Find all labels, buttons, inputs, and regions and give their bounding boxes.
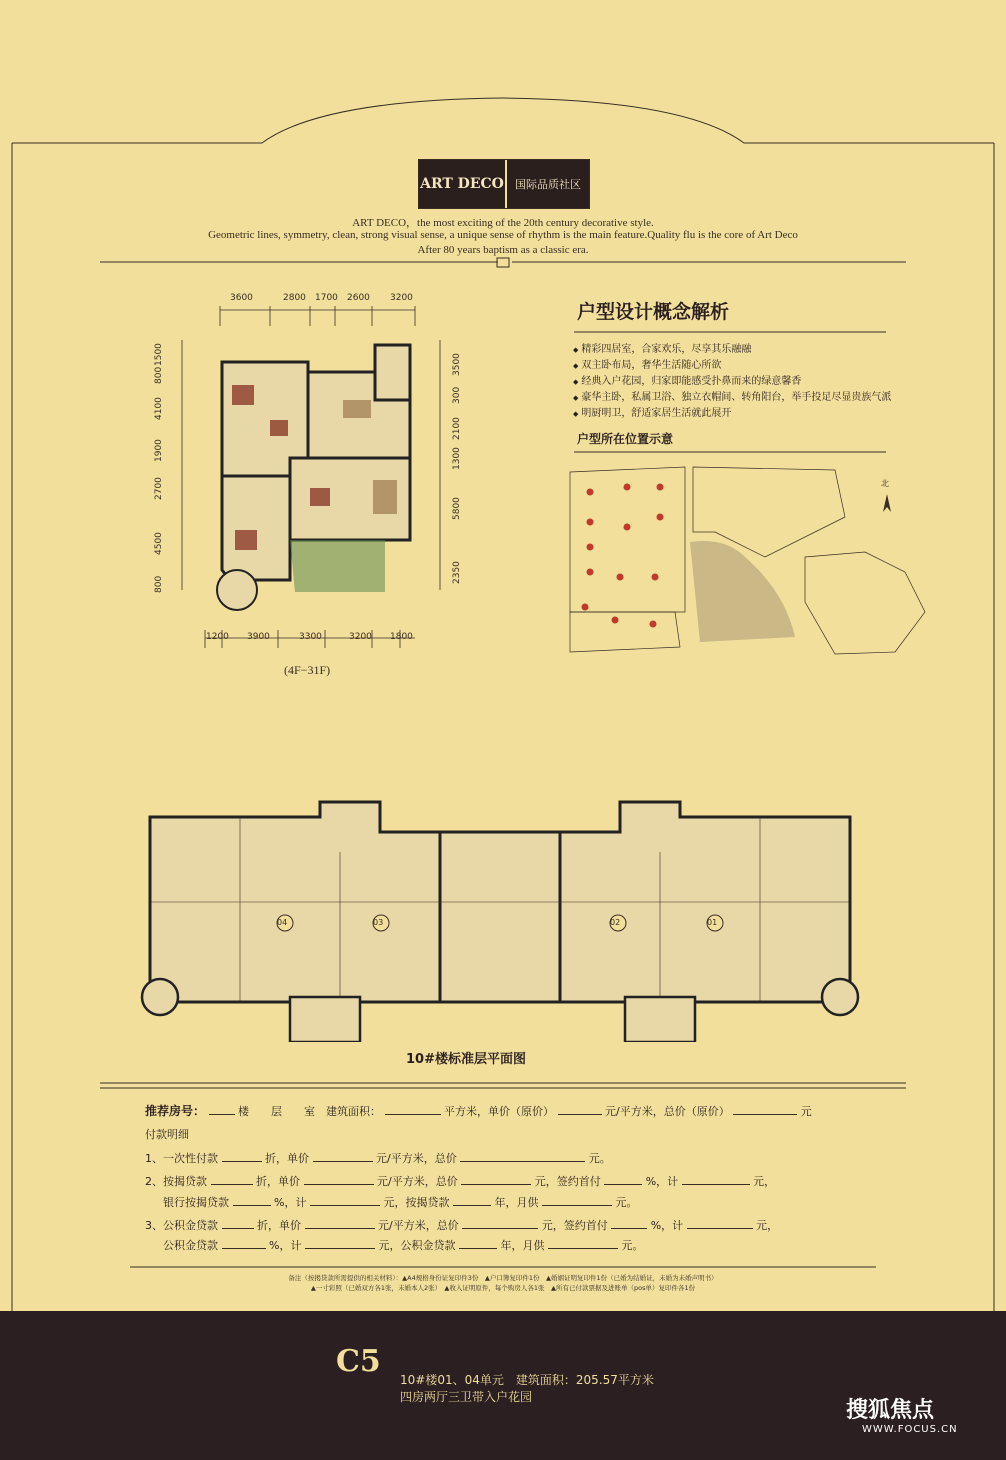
art-deco-logo [418, 159, 590, 209]
row1-text: 元/平方米，总价 [376, 1152, 457, 1165]
blank[interactable] [222, 1152, 262, 1162]
blank[interactable] [211, 1175, 253, 1185]
top-dim-4: 2600 [347, 293, 370, 303]
blank[interactable] [305, 1239, 375, 1249]
blank[interactable] [462, 1219, 538, 1229]
logo-sub-text: 国际品质社区 [505, 160, 589, 208]
concept-item: ◆ 豪华主卧，私属卫浴、独立衣帽间、转角阳台，举手投足尽显贵族气派 [573, 390, 891, 406]
yuan-label: 元 [800, 1105, 812, 1118]
blank[interactable] [733, 1105, 797, 1115]
left-dim-7: 800 [154, 575, 164, 593]
concept-title: 户型设计概念解析 [577, 301, 730, 323]
blank[interactable] [222, 1219, 254, 1229]
bottom-dim-5: 1800 [390, 632, 413, 642]
concept-item: ◆ 双主卧布局，奢华生活随心所欲 [573, 358, 891, 374]
footer-line-2: 四房两厅三卫带入户花园 [400, 1390, 533, 1404]
intro-line-2: Geometric lines, symmetry, clean, strong visual sense, a unique sense of rhythm is the main feature.Quality flu is the core of Art Deco [208, 229, 798, 241]
row5-label: 公积金贷款 [163, 1239, 218, 1252]
top-dim-3: 1700 [315, 293, 338, 303]
unit-mark-03: 03 [373, 918, 384, 927]
bottom-dim-2: 3900 [247, 632, 270, 642]
row4-text: 元， [756, 1219, 779, 1232]
intro-line-3: After 80 years baptism as a classic era. [417, 244, 589, 256]
watermark-url: WWW.FOCUS.CN [862, 1424, 958, 1435]
note-line-2: ▲一寸彩照（已婚双方各1张，未婚本人2张） ▲收入证明原件，每个购房人各1张 ▲所有已付款票据及进账单（pos单）复印件各1份 [310, 1284, 696, 1292]
blank[interactable] [460, 1152, 585, 1162]
row2-text: %，计 [645, 1175, 679, 1188]
blank[interactable] [461, 1175, 531, 1185]
right-dim-5: 5800 [452, 497, 462, 520]
blank[interactable] [310, 1196, 380, 1206]
left-dim-3: 4100 [154, 397, 164, 420]
row5-text: 元。 [621, 1239, 644, 1252]
concept-item: ◆ 明厨明卫，舒适家居生活就此展开 [573, 406, 891, 422]
row3-text: 元。 [615, 1196, 638, 1209]
blank[interactable] [305, 1219, 375, 1229]
concept-item: ◆ 精彩四居室，合家欢乐，尽享其乐融融 [573, 342, 891, 358]
floor-plan-title: 10#楼标准层平面图 [406, 1052, 526, 1067]
blank[interactable] [385, 1105, 441, 1115]
left-dim-2: 800 [154, 366, 164, 384]
left-dim-1: 1500 [154, 343, 164, 366]
top-dim-5: 3200 [390, 293, 413, 303]
note-line-1: 备注（按揭贷款所需提供的相关材料）：▲A4规格身份证复印件3份 ▲户口簿复印件1份 ▲婚姻证明复印件1份（已婚为结婚证，未婚为未婚声明书） [288, 1274, 718, 1282]
row5-text: 元，公积金贷款 [378, 1239, 456, 1252]
row2-label: 2、按揭贷款 [145, 1175, 207, 1188]
unit-mark-02: 02 [610, 918, 621, 927]
concept-item: ◆ 经典入户花园，归家即能感受扑鼻而来的绿意馨香 [573, 374, 891, 390]
site-location-map [565, 462, 927, 658]
bottom-dim-3: 3300 [299, 632, 322, 642]
blank[interactable] [558, 1105, 602, 1115]
right-dim-4: 1300 [452, 447, 462, 470]
floor-range-label: (4F−31F) [284, 663, 331, 677]
watermark-logo: 搜狐焦点 [846, 1398, 935, 1423]
right-dim-1: 3500 [452, 353, 462, 376]
top-dim-1: 3600 [230, 293, 253, 303]
footer-line-1: 10#楼01、04单元 建筑面积：205.57平方米 [400, 1373, 654, 1387]
right-dim-2: 300 [452, 386, 462, 404]
row3-text: 年，月供 [494, 1196, 539, 1209]
row2-text: 折，单价 [256, 1175, 300, 1188]
row2-text: 元， [753, 1175, 776, 1188]
right-dim-6: 2350 [452, 561, 462, 584]
blank[interactable] [459, 1239, 497, 1249]
blank[interactable] [209, 1105, 235, 1115]
blank[interactable] [313, 1152, 373, 1162]
row4-text: %，计 [650, 1219, 684, 1232]
unit-floor-plan [160, 290, 450, 660]
row4-text: 折，单价 [257, 1219, 301, 1232]
intro-line-1: ART DECO，the most exciting of the 20th century decorative style. [352, 217, 654, 229]
blank[interactable] [233, 1196, 271, 1206]
blank[interactable] [687, 1219, 753, 1229]
standard-floor-plan [140, 792, 860, 1042]
top-dim-2: 2800 [283, 293, 306, 303]
row2-text: 元/平方米，总价 [377, 1175, 458, 1188]
blank[interactable] [611, 1219, 647, 1229]
blank[interactable] [682, 1175, 750, 1185]
north-label: 北 [881, 479, 889, 488]
row4-text: 元，签约首付 [541, 1219, 608, 1232]
blank[interactable] [222, 1239, 266, 1249]
blank[interactable] [304, 1175, 374, 1185]
recommend-text: 楼 层 室 建筑面积： [238, 1105, 382, 1118]
price-unit: 元/平方米，总价（原价） [605, 1105, 730, 1118]
bottom-dim-4: 3200 [349, 632, 372, 642]
blank[interactable] [542, 1196, 612, 1206]
unit-mark-01: 01 [707, 918, 718, 927]
row2-text: 元，签约首付 [534, 1175, 601, 1188]
left-dim-4: 1900 [154, 439, 164, 462]
row3-text: %，计 [274, 1196, 307, 1209]
location-title: 户型所在位置示意 [577, 432, 674, 446]
unit-mark-04: 04 [277, 918, 288, 927]
row3-label: 银行按揭贷款 [163, 1196, 229, 1209]
left-dim-6: 4500 [154, 532, 164, 555]
unit-code: C5 [336, 1344, 381, 1379]
left-dim-5: 2700 [154, 477, 164, 500]
row4-label: 3、公积金贷款 [145, 1219, 218, 1232]
row3-text: 元，按揭贷款 [383, 1196, 450, 1209]
row1-label: 1、一次性付款 [145, 1152, 218, 1165]
payment-title: 付款明细 [145, 1128, 189, 1141]
blank[interactable] [548, 1239, 618, 1249]
row1-text: 元。 [588, 1152, 611, 1165]
area-unit: 平方米，单价（原价） [444, 1105, 555, 1118]
row1-text: 折，单价 [265, 1152, 309, 1165]
right-dim-3: 2100 [452, 417, 462, 440]
row5-text: %，计 [269, 1239, 302, 1252]
logo-main-text: ART DECO [419, 160, 505, 208]
row4-text: 元/平方米，总价 [378, 1219, 459, 1232]
row5-text: 年，月供 [500, 1239, 545, 1252]
concept-list [573, 342, 891, 422]
bottom-dim-1: 1200 [206, 632, 229, 642]
blank[interactable] [604, 1175, 642, 1185]
recommend-label: 推荐房号： [145, 1104, 206, 1118]
blank[interactable] [453, 1196, 491, 1206]
